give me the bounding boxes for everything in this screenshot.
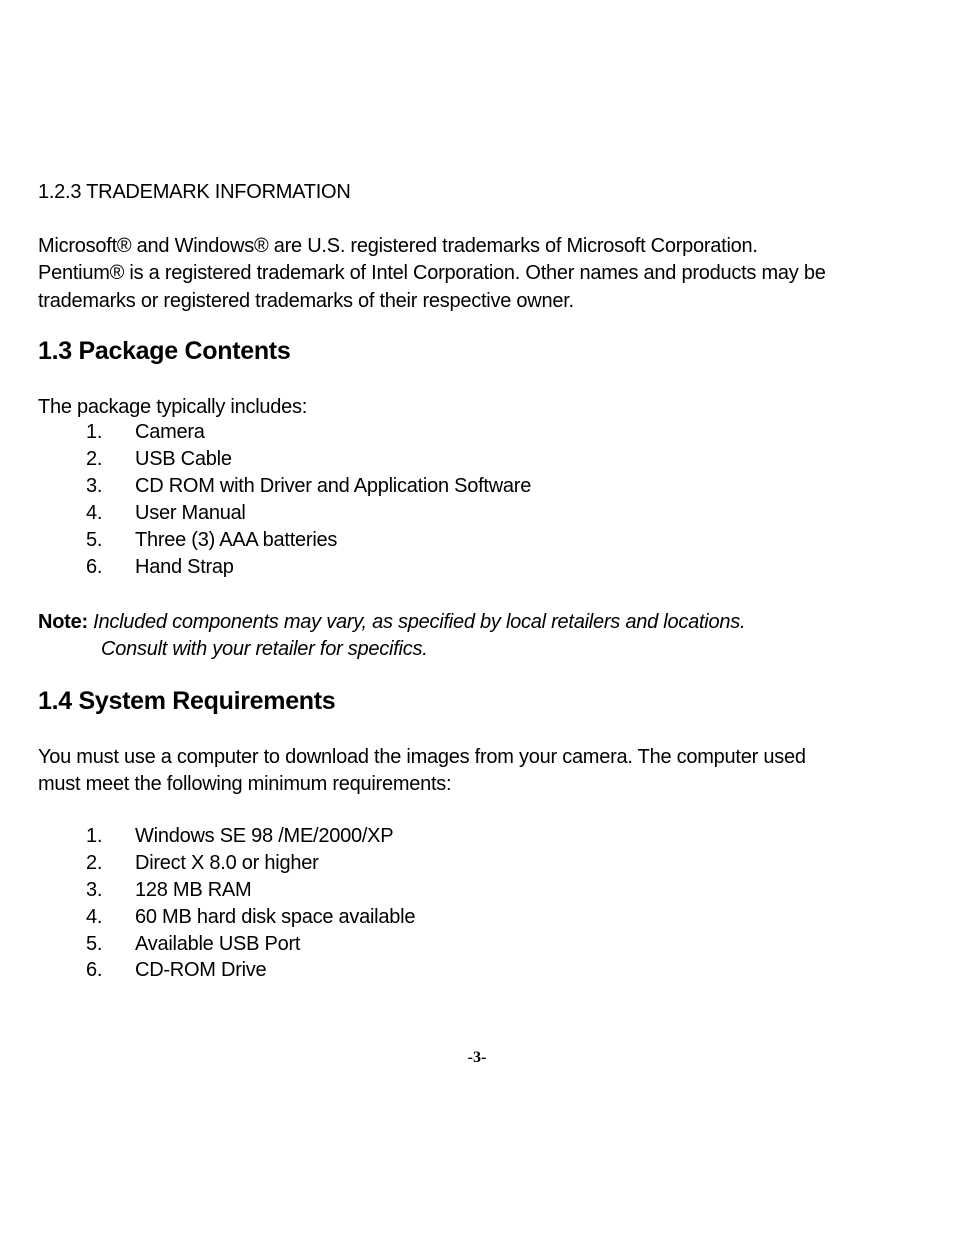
list-item-text: Direct X 8.0 or higher [135,852,319,874]
list-item-number: 1. [86,421,103,443]
package-note [38,609,745,636]
list-item-text: USB Cable [135,448,232,470]
list-item-text: CD-ROM Drive [135,959,267,981]
page-number: -3- [467,1049,487,1066]
list-item-number: 2. [86,448,103,470]
trademark-line-1: Microsoft® and Windows® are U.S. registered trademarks of Microsoft Corporation. [38,235,758,257]
list-item-number: 2. [86,852,103,874]
list-item-number: 5. [86,529,103,551]
list-item-text: User Manual [135,502,246,524]
trademark-heading: 1.2.3 TRADEMARK INFORMATION [38,181,351,203]
list-item-text: Camera [135,421,205,443]
list-item-number: 1. [86,825,103,847]
list-item-number: 3. [86,475,103,497]
list-item-number: 3. [86,879,103,901]
note-text-line-1: Included components may vary, as specified by local retailers and locations. [93,611,746,633]
trademark-line-2: Pentium® is a registered trademark of Intel Corporation. Other names and products may be [38,262,826,284]
list-item-number: 5. [86,933,103,955]
list-item-text: 128 MB RAM [135,879,252,901]
system-intro-line-2: must meet the following minimum requirements: [38,773,452,795]
system-requirements-heading: 1.4 System Requirements [38,687,336,715]
trademark-line-3: trademarks or registered trademarks of their respective owner. [38,290,574,312]
list-item-text: Hand Strap [135,556,234,578]
list-item-text: CD ROM with Driver and Application Software [135,475,532,497]
note-label: Note: [38,611,88,633]
package-contents-heading: 1.3 Package Contents [38,337,291,365]
system-intro-line-1: You must use a computer to download the images from your camera. The computer used [38,746,806,768]
list-item-number: 6. [86,959,103,981]
list-item-text: Windows SE 98 /ME/2000/XP [135,825,394,847]
list-item-text: Available USB Port [135,933,301,955]
list-item-text: Three (3) AAA batteries [135,529,338,551]
list-item-number: 4. [86,502,103,524]
list-item-number: 6. [86,556,103,578]
list-item-text: 60 MB hard disk space available [135,906,416,928]
list-item-number: 4. [86,906,103,928]
package-intro: The package typically includes: [38,396,308,418]
note-text-line-2: Consult with your retailer for specifics. [101,638,428,660]
